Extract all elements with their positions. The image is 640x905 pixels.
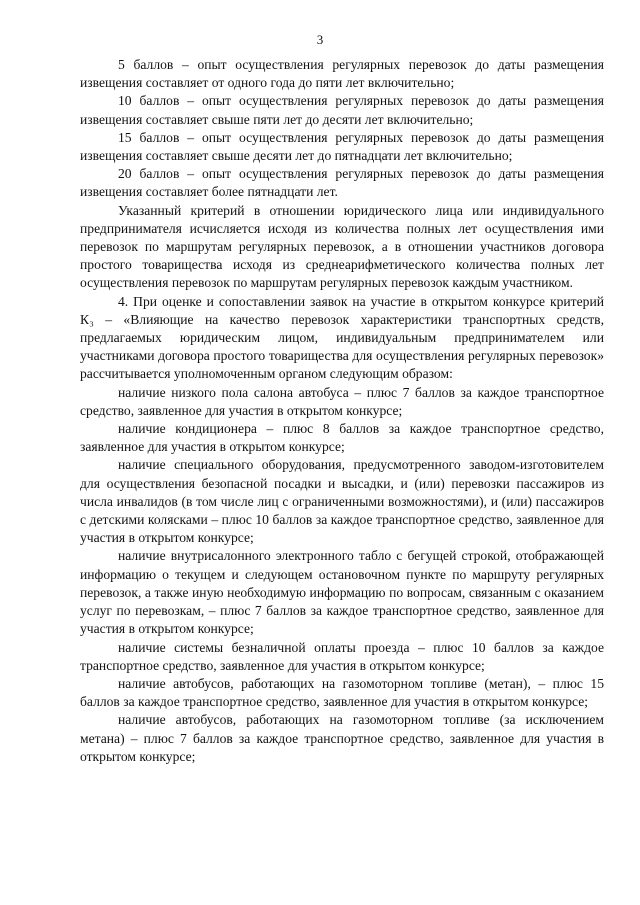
paragraph-gas-buses: наличие автобусов, работающих на газомоторном топливе (за исключением метана) – плюс 7 баллов за каждое транспортное средство, заявленное для участия в открытом конкурсе; <box>80 712 604 764</box>
paragraph-methane-buses: наличие автобусов, работающих на газомоторном топливе (метан), – плюс 15 баллов за каждое транспортное средство, заявленное для участия в открытом конкурсе; <box>80 675 604 710</box>
page-number: 3 <box>316 32 324 47</box>
paragraph-electronic-board: наличие внутрисалонного электронного табло с бегущей строкой, отображающей информацию о текущем и следующем остановочном пункте по маршруту регулярных перевозок, а также иную необходимую информацию по вопросам, связанным с оказанием услуг по перевозкам, – плюс 7 баллов за каждое транспортное средство, заявленное для участия в открытом конкурсе; <box>80 548 604 637</box>
paragraph-criterion-calculation: Указанный критерий в отношении юридического лица или индивидуального предпринимателя исчисляется исходя из количества полных лет осуществления ими перевозок по маршрутам регулярных перевозок, а в отношении участников договора простого товарищества исходя из среднеарифметического количества полных лет осуществления перевозок по маршрутам регулярных перевозок каждым участником. <box>80 202 604 291</box>
paragraph-air-conditioner: наличие кондиционера – плюс 8 баллов за каждое транспортное средство, заявленное для участия в открытом конкурсе; <box>80 421 604 455</box>
paragraph-score-20: 20 баллов – опыт осуществления регулярных перевозок до даты размещения извещения составляет более пятнадцати лет. <box>80 166 604 200</box>
paragraph-item-4: 4. При оценке и сопоставлении заявок на участие в открытом конкурсе критерий К₃ – «Влияющие на качество перевозок характеристики транспортных средств, предлагаемых юридическим лицом, индивидуальным предпринимателем или участниками договора простого товарищества для осуществления регулярных перевозок» рассчитывается уполномоченным органом следующим образом: <box>80 293 604 382</box>
paragraph-score-5: 5 баллов – опыт осуществления регулярных перевозок до даты размещения извещения составляет от одного года до пяти лет включительно; <box>80 57 604 91</box>
paragraph-score-10: 10 баллов – опыт осуществления регулярных перевозок до даты размещения извещения составляет свыше пяти лет до десяти лет включительно; <box>80 93 604 127</box>
paragraph-special-equipment: наличие специального оборудования, предусмотренного заводом-изготовителем для осуществления безопасной посадки и высадки, и (или) перевозки пассажиров из числа инвалидов (в том числе лиц с ограниченными возможностями), и (или) пассажиров с детскими колясками – плюс 10 баллов за каждое транспортное средство, заявленное для участия в открытом конкурсе; <box>80 457 604 546</box>
paragraph-score-15: 15 баллов – опыт осуществления регулярных перевозок до даты размещения извещения составляет свыше десяти лет до пятнадцати лет включительно; <box>80 129 604 164</box>
paragraph-low-floor: наличие низкого пола салона автобуса – плюс 7 баллов за каждое транспортное средство, заявленное для участия в открытом конкурсе; <box>80 384 604 418</box>
paragraph-cashless-payment: наличие системы безналичной оплаты проезда – плюс 10 баллов за каждое транспортное средство, заявленное для участия в открытом конкурсе; <box>80 639 604 673</box>
document-body <box>80 56 604 766</box>
